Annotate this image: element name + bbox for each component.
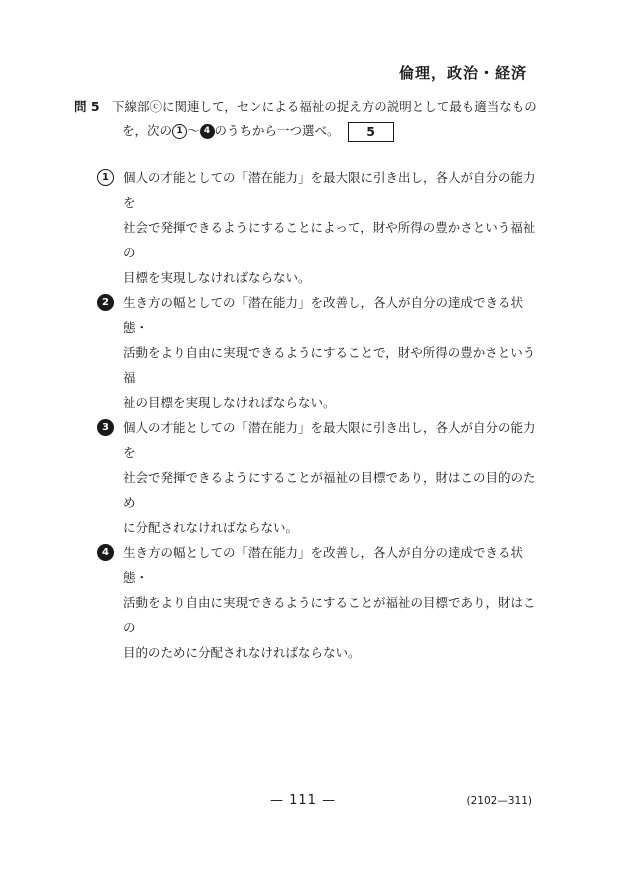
option-1-number: 1 (97, 169, 114, 186)
option-2-line1: 生き方の幅としての「潜在能力」を改善し，各人が自分の達成できる状態・ (123, 295, 524, 335)
question-text-prefix: を，次の (122, 123, 173, 138)
question-block (74, 95, 544, 143)
option-2 (97, 290, 537, 415)
option-2-number: 2 (97, 294, 114, 311)
option-1-line1: 個人の才能としての「潜在能力」を最大限に引き出し，各人が自分の能力を (123, 170, 536, 210)
subject-header: 倫理，政治・経済 (398, 64, 527, 82)
page-number: — 111 — (270, 793, 337, 808)
option-2-line2: 活動をより自由に実現できるようにすることで，財や所得の豊かさという福 (123, 345, 536, 385)
range-end-marker: 4 (200, 124, 215, 139)
option-3-line1: 個人の才能としての「潜在能力」を最大限に引き出し，各人が自分の能力を (123, 420, 536, 460)
question-label: 問 5 (74, 99, 100, 114)
option-4-line2: 活動をより自由に実現できるようにすることが福祉の目標であり，財はこの (123, 595, 536, 635)
option-4-line1: 生き方の幅としての「潜在能力」を改善し，各人が自分の達成できる状態・ (123, 545, 524, 585)
option-3-line2: 社会で発揮できるようにすることが福祉の目標であり，財はこの目的のため (123, 470, 536, 510)
option-2-line3: 祉の目標を実現しなければならない。 (123, 395, 336, 410)
range-separator: ～ (187, 123, 200, 138)
document-code: (2102—311) (466, 795, 532, 807)
option-3 (97, 415, 537, 540)
options-list (97, 165, 537, 665)
option-1-line2: 社会で発揮できるようにすることによって，財や所得の豊かさという福祉の (123, 220, 536, 260)
question-text-suffix: のうちから一つ選べ。 (214, 123, 340, 138)
question-text-line2 (122, 119, 544, 143)
option-3-number: 3 (97, 419, 114, 436)
question-text-line1: 下線部ⓒに関連して，センによる福祉の捉え方の説明として最も適当なもの (112, 99, 537, 114)
option-3-line3: に分配されなければならない。 (123, 520, 299, 535)
answer-number-box: 5 (348, 122, 394, 142)
option-1 (97, 165, 537, 290)
option-4-number: 4 (97, 544, 114, 561)
option-1-line3: 目標を実現しなければならない。 (123, 270, 311, 285)
option-4-line3: 目的のために分配されなければならない。 (123, 645, 361, 660)
option-4 (97, 540, 537, 665)
range-start-marker: 1 (172, 124, 187, 139)
